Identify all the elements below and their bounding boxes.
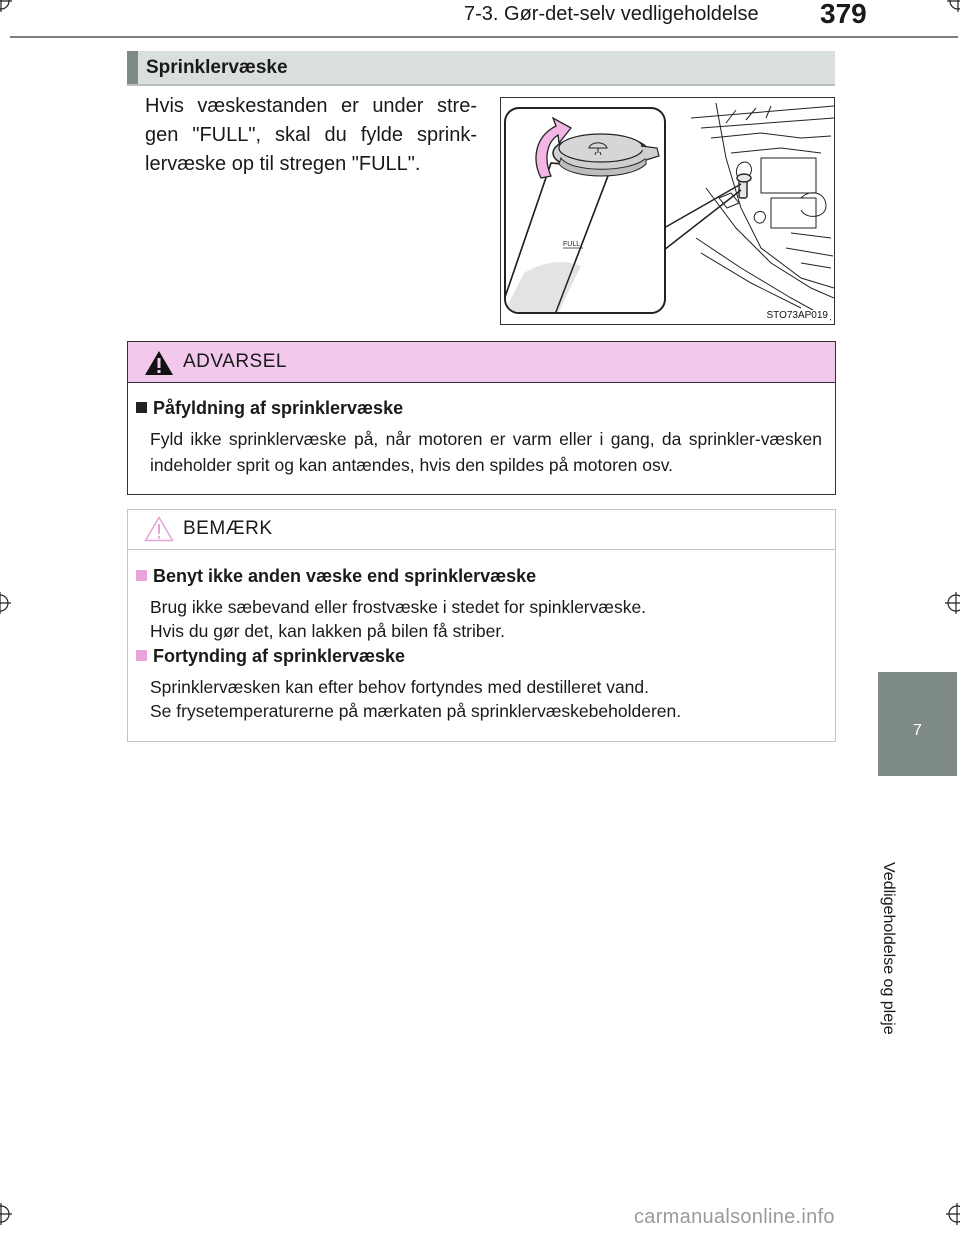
warning-box bbox=[127, 341, 836, 495]
warning-item-title bbox=[136, 398, 403, 419]
engine-bay-drawing bbox=[501, 98, 834, 324]
note-item-line: Sprinklervæsken kan efter behov fortyndes med destilleret vand. bbox=[150, 677, 650, 697]
section-heading-text: Sprinklervæske bbox=[146, 57, 288, 78]
bullet-square-icon bbox=[136, 402, 147, 413]
bullet-square-icon bbox=[136, 570, 147, 581]
crop-mark-icon bbox=[945, 592, 960, 614]
section-heading bbox=[127, 51, 835, 84]
warning-item-title-text: Påfyldning af sprinklervæske bbox=[153, 398, 404, 418]
warning-triangle-icon bbox=[144, 350, 174, 376]
crop-mark-icon bbox=[0, 592, 11, 614]
running-header-title: 7-3. Gør-det-selv vedligeholdelse bbox=[464, 3, 759, 25]
note-box bbox=[127, 509, 836, 742]
header-rule bbox=[10, 36, 958, 38]
note-item-line: Se frysetemperaturerne på mærkaten på sprinklervæskebeholderen. bbox=[150, 701, 682, 721]
figure-label: STO73AP019 bbox=[766, 310, 828, 321]
note-item-line: Hvis du gør det, kan lakken på bilen få striber. bbox=[150, 621, 506, 641]
crop-mark-icon bbox=[0, 1203, 12, 1225]
washer-fluid-illustration bbox=[500, 97, 835, 325]
note-heading: BEMÆRK bbox=[183, 518, 273, 539]
note-item-title bbox=[136, 566, 536, 587]
caution-outline-triangle-icon bbox=[144, 516, 174, 542]
chapter-tab-title: Vedligeholdelse og pleje bbox=[880, 862, 897, 1035]
page-number: 379 bbox=[820, 0, 867, 29]
crop-mark-icon bbox=[946, 1203, 960, 1225]
note-item-title-text: Fortynding af sprinklervæske bbox=[153, 646, 406, 666]
note-item-title bbox=[136, 646, 405, 667]
note-item-line: Brug ikke sæbevand eller frostvæske i stedet for spinklervæske. bbox=[150, 597, 647, 617]
section-heading-underline bbox=[127, 84, 835, 86]
watermark: carmanualsonline.info bbox=[634, 1206, 835, 1228]
note-header bbox=[128, 510, 835, 550]
full-level-marking: FULL bbox=[563, 241, 581, 248]
warning-header bbox=[128, 342, 835, 383]
crop-mark-icon bbox=[0, 0, 12, 12]
chapter-tab-number: 7 bbox=[913, 722, 922, 739]
warning-heading: ADVARSEL bbox=[183, 351, 287, 372]
intro-paragraph: Hvis væskestanden er under stre-gen "FULL", skal du fylde sprink-lervæske op til stregen "FULL". bbox=[145, 95, 477, 175]
crop-mark-icon bbox=[947, 0, 960, 12]
bullet-square-icon bbox=[136, 650, 147, 661]
warning-item-text: Fyld ikke sprinklervæske på, når motoren er varm eller i gang, da sprinkler-væsken indeholder sprit og kan antændes, hvis den spildes på motoren osv. bbox=[150, 429, 822, 475]
note-item-title-text: Benyt ikke anden væske end sprinklervæske bbox=[153, 566, 537, 586]
